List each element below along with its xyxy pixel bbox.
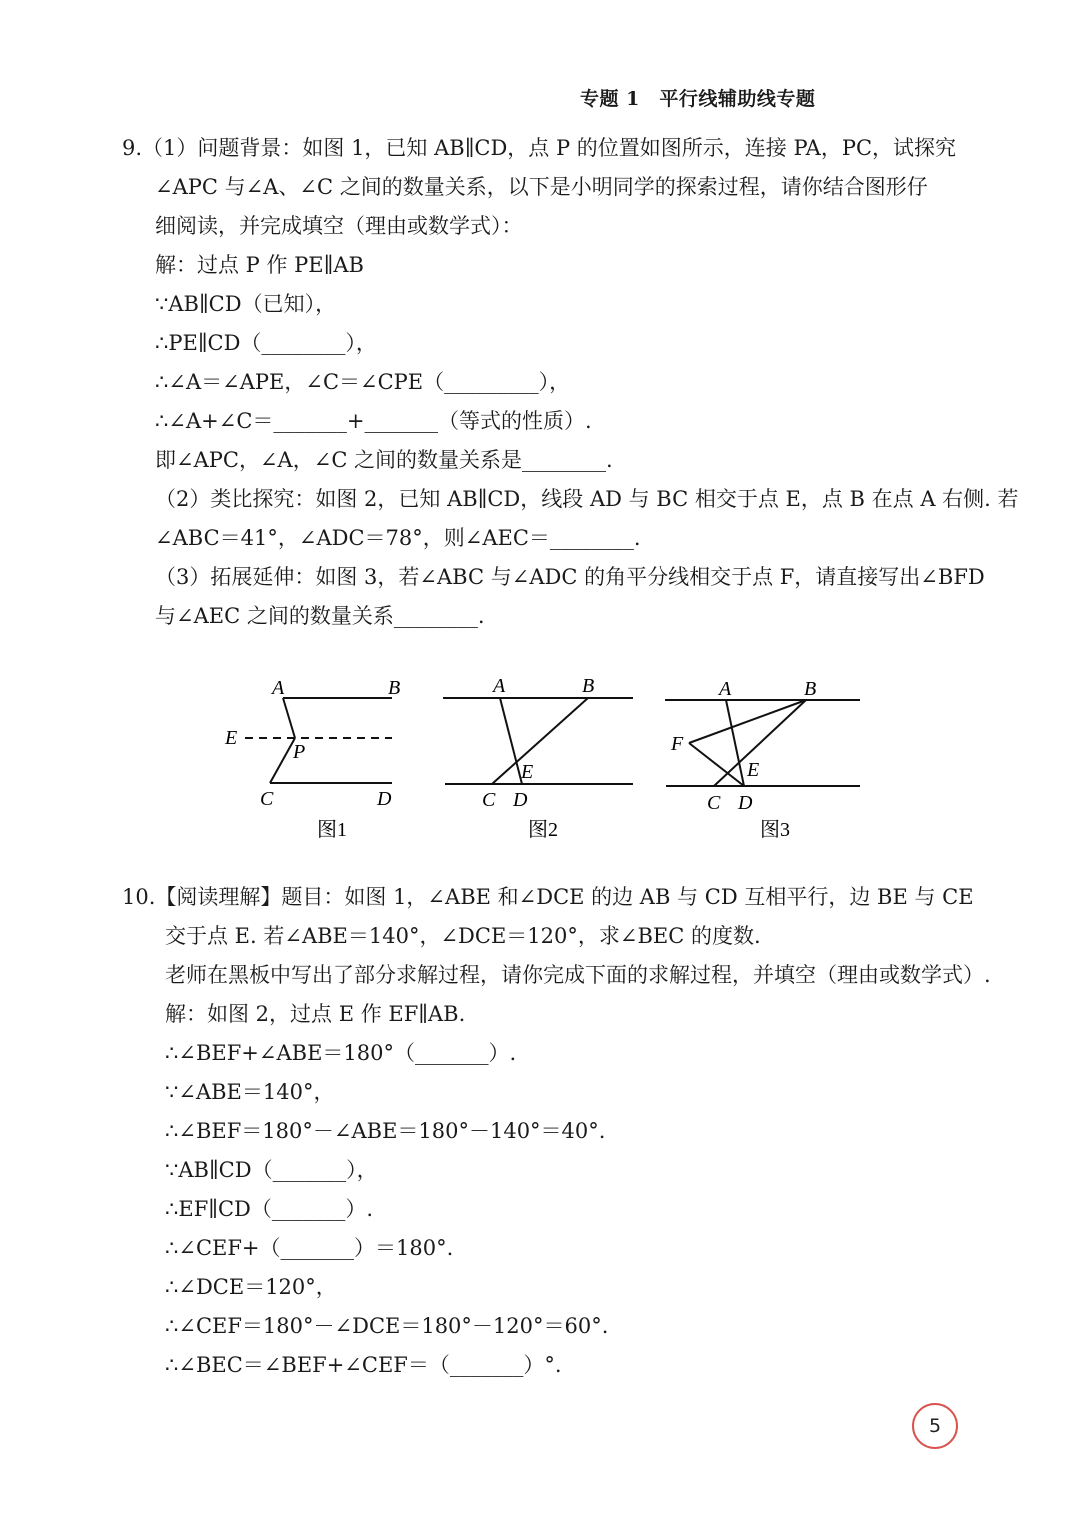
segment-pc <box>270 738 295 783</box>
label-b: B <box>582 675 595 697</box>
figure-caption: 图2 <box>528 819 558 841</box>
q9-line: ∠ABC＝41°，∠ADC＝78°，则∠AEC＝________. <box>155 526 641 550</box>
q10-line: ∴∠DCE＝120°， <box>165 1275 337 1299</box>
figure-1 <box>215 670 415 850</box>
label-a: A <box>493 675 506 697</box>
q9-line: 细阅读，并完成填空（理由或数学式）： <box>155 214 523 238</box>
label-c: C <box>260 788 274 810</box>
label-b: B <box>388 677 401 699</box>
q10-line: ∴∠CEF＝180°－∠DCE＝180°－120°＝60°. <box>165 1314 609 1338</box>
label-p: P <box>293 741 306 763</box>
label-c: C <box>482 789 496 811</box>
page-number-text: 5 <box>928 1415 942 1437</box>
label-c: C <box>707 792 721 814</box>
q9-line: ∠APC 与∠A、∠C 之间的数量关系，以下是小明同学的探索过程，请你结合图形仔 <box>155 175 928 199</box>
bisector-bf <box>689 700 806 743</box>
q9-line: ∴PE∥CD（________）， <box>155 331 377 355</box>
q10-line: ∵AB∥CD（_______）， <box>165 1158 378 1182</box>
q10-line: 老师在黑板中写出了部分求解过程，请你完成下面的求解过程，并填空（理由或数学式）. <box>165 963 991 987</box>
label-d: D <box>513 789 528 811</box>
q9-line: 即∠APC，∠A，∠C 之间的数量关系是________. <box>155 448 613 472</box>
segment-bc <box>492 698 588 784</box>
segment-pa <box>283 698 295 738</box>
q9-line: 9.（1）问题背景：如图 1，已知 AB∥CD，点 P 的位置如图所示，连接 PA，PC，试探究 <box>122 136 957 160</box>
label-d: D <box>738 792 753 814</box>
q10-line: ∴∠BEF+∠ABE＝180°（_______）. <box>165 1041 517 1065</box>
q9-line: 解：过点 P 作 PE∥AB <box>155 253 364 277</box>
section-header: 专题 1 平行线辅助线专题 <box>580 88 816 110</box>
label-a: A <box>272 677 285 699</box>
label-b: B <box>804 678 817 700</box>
q10-line: ∴EF∥CD（_______）. <box>165 1197 374 1221</box>
q10-line: ∵∠ABE＝140°， <box>165 1080 335 1104</box>
page-number <box>912 1403 958 1449</box>
q10-line: 10.【阅读理解】题目：如图 1，∠ABE 和∠DCE 的边 AB 与 CD 互相平行，边 BE 与 CE <box>122 885 974 909</box>
label-a: A <box>719 678 732 700</box>
figure-3 <box>658 670 868 850</box>
q10-line: ∴∠BEC＝∠BEF+∠CEF＝（_______）°. <box>165 1353 562 1377</box>
figure-caption: 图1 <box>317 819 347 841</box>
segment-ad <box>500 698 522 784</box>
label-e: E <box>747 759 760 781</box>
q10-line: ∴∠BEF＝180°－∠ABE＝180°－140°＝40°. <box>165 1119 606 1143</box>
label-d: D <box>377 788 392 810</box>
q9-line: ∴∠A＝∠APE，∠C＝∠CPE（_________）， <box>155 370 571 394</box>
label-f: F <box>671 733 684 755</box>
q10-line: ∴∠CEF+（_______）＝180°. <box>165 1236 454 1260</box>
q9-line: （2）类比探究：如图 2，已知 AB∥CD，线段 AD 与 BC 相交于点 E，点 B 在点 A 右侧. 若 <box>155 487 1019 511</box>
q9-line: （3）拓展延伸：如图 3，若∠ABC 与∠ADC 的角平分线相交于点 F，请直接写出∠BFD <box>155 565 985 589</box>
label-e: E <box>521 761 534 783</box>
q9-line: ∵AB∥CD（已知）， <box>155 292 337 316</box>
q10-line: 解：如图 2，过点 E 作 EF∥AB. <box>165 1002 466 1026</box>
figure-2 <box>435 670 640 850</box>
label-e: E <box>225 727 238 749</box>
q9-line: 与∠AEC 之间的数量关系________. <box>155 604 485 628</box>
q10-line: 交于点 E. 若∠ABE＝140°，∠DCE＝120°，求∠BEC 的度数. <box>165 924 761 948</box>
q9-line: ∴∠A+∠C＝_______+_______（等式的性质）. <box>155 409 592 433</box>
figure-caption: 图3 <box>760 819 790 841</box>
